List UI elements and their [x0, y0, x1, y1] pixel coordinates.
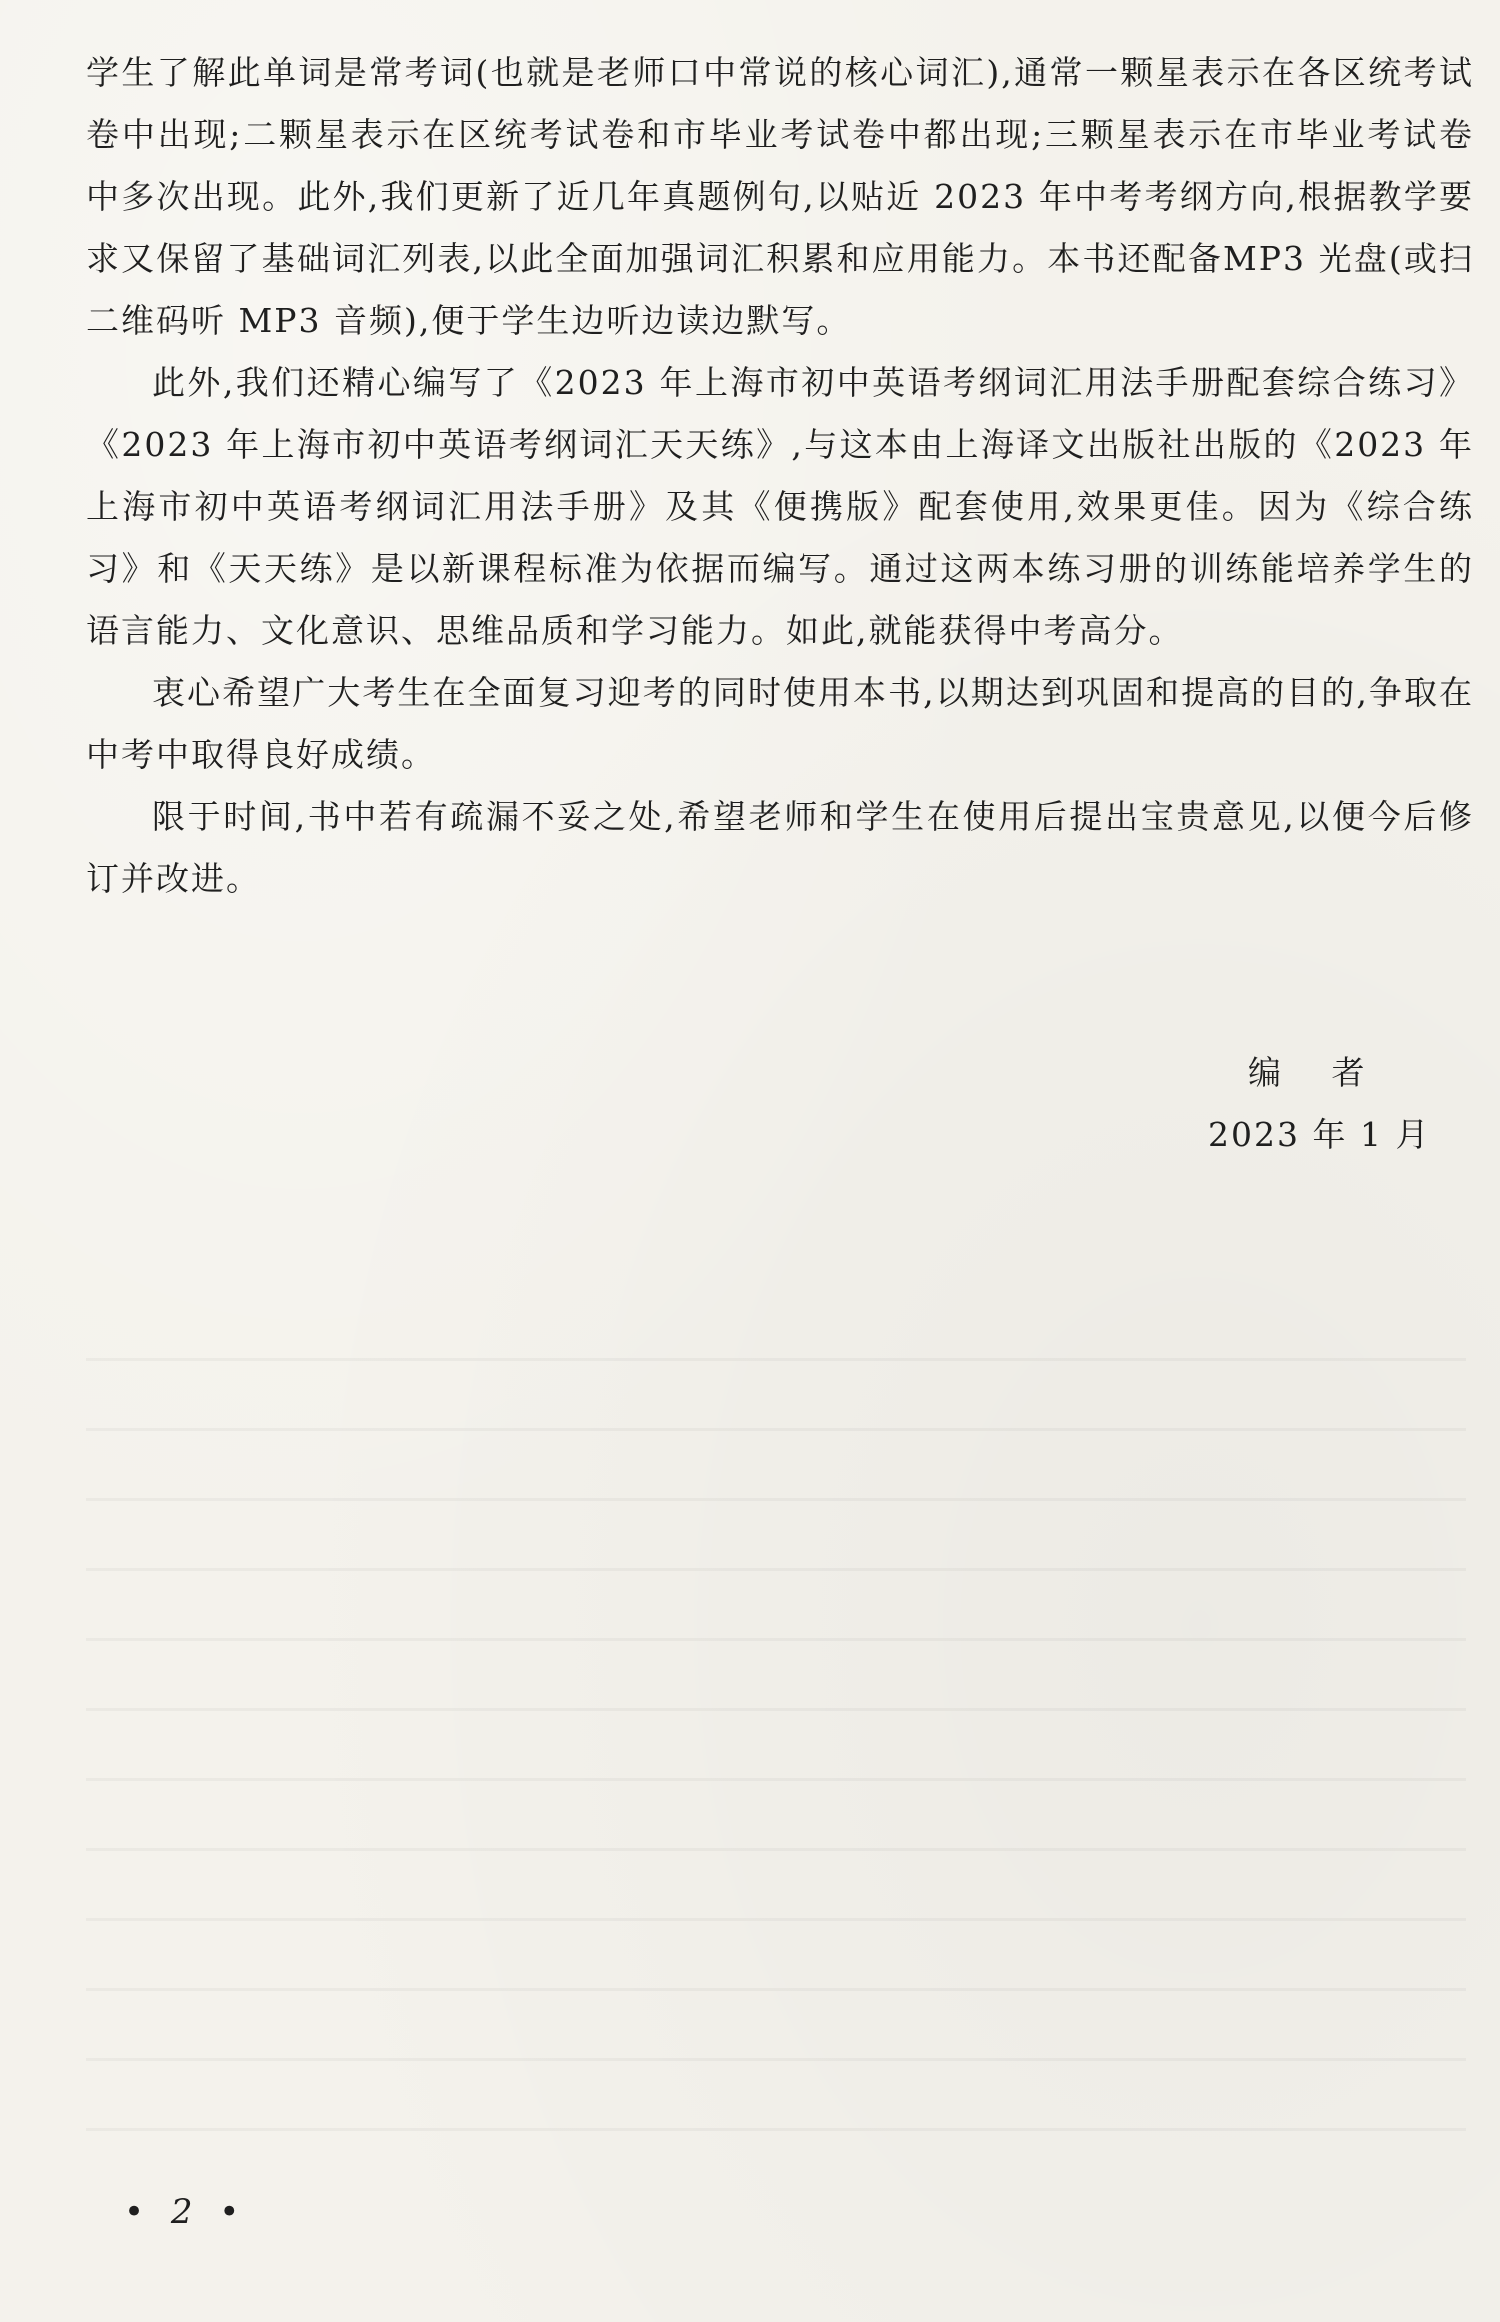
date-line: 2023 年 1 月 [1208, 1115, 1431, 1154]
paragraph-4: 限于时间,书中若有疏漏不妥之处,希望老师和学生在使用后提出宝贵意见,以便今后修订并改进。 [86, 797, 1474, 898]
signature: 编 者 [1248, 1053, 1385, 1092]
show-through-text [86, 1320, 1466, 2140]
document-body [86, 42, 1474, 910]
paragraph-1: 学生了解此单词是常考词(也就是老师口中常说的核心词汇),通常一颗星表示在各区统考试卷中出现;二颗星表示在区统考试卷和市毕业考试卷中都出现;三颗星表示在市毕业考试卷中多次出现。此外,我们更新了近几年真题例句,以贴近 2023 年中考考纲方向,根据教学要求又保留了基础词汇列表,以此全面加强词汇积累和应用能力。本书还配备MP3 光盘(或扫二维码听 MP3 音频),便于学生边听边读边默写。 [86, 53, 1474, 340]
paragraph-2: 此外,我们还精心编写了《2023 年上海市初中英语考纲词汇用法手册配套综合练习》《2023 年上海市初中英语考纲词汇天天练》,与这本由上海译文出版社出版的《2023 年上海市初中英语考纲词汇用法手册》及其《便携版》配套使用,效果更佳。因为《综合练习》和《天天练》是以新课程标准为依据而编写。通过这两本练习册的训练能培养学生的语言能力、文化意识、思维品质和学习能力。如此,就能获得中考高分。 [86, 363, 1474, 650]
page-number: • 2 • [124, 2192, 248, 2232]
paragraph-3: 衷心希望广大考生在全面复习迎考的同时使用本书,以期达到巩固和提高的目的,争取在中考中取得良好成绩。 [86, 673, 1474, 774]
